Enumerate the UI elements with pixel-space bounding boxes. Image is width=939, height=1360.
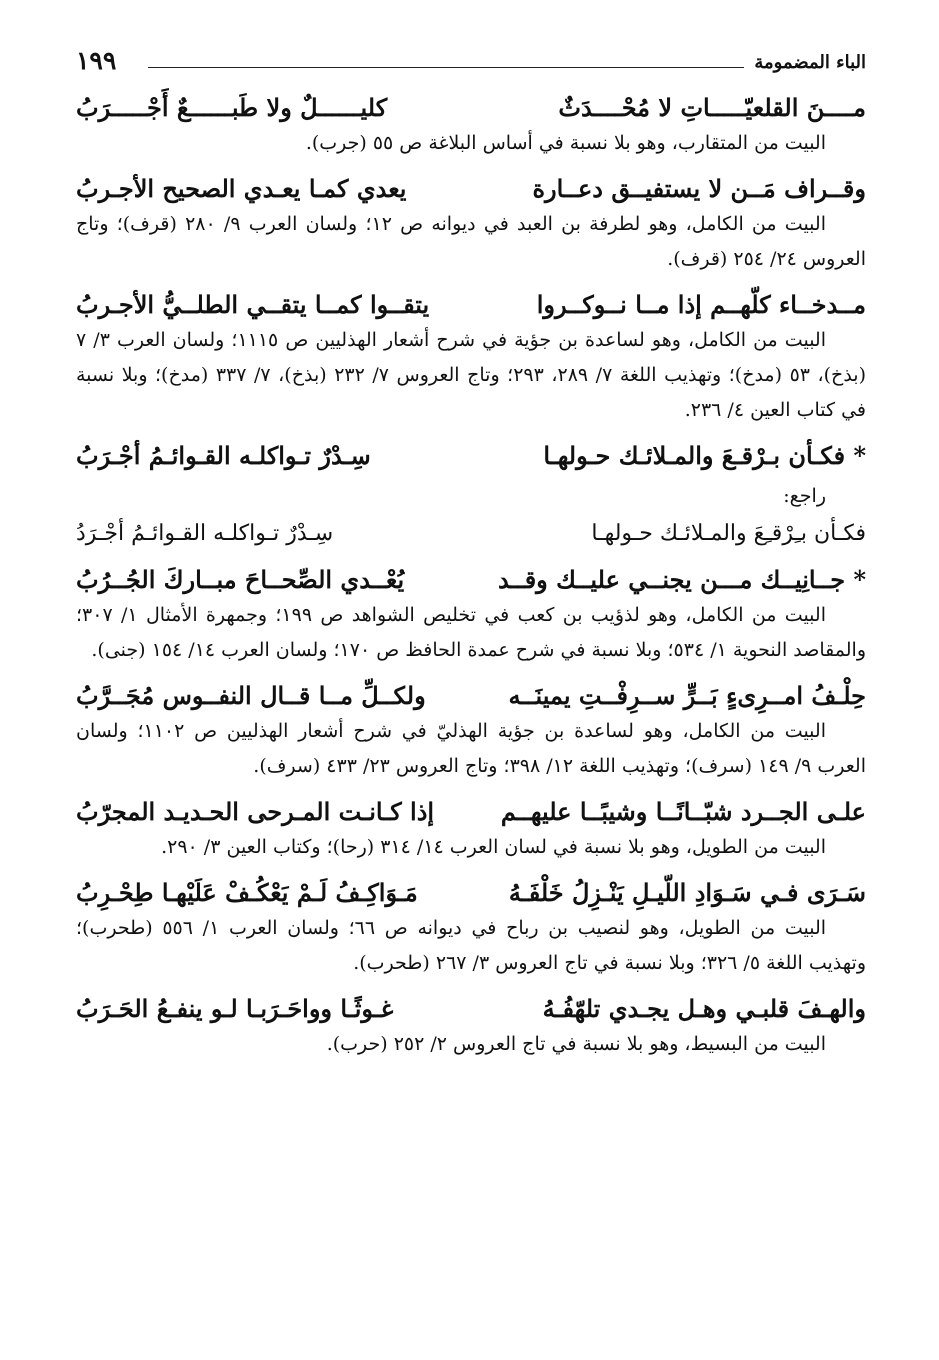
page-number: ١٩٩ [76,46,117,75]
first-hemistich: فكـأن بـِرْقـِعَ والمـلائـك حـولهـا [591,521,866,546]
verse [76,287,866,323]
second-hemistich: إذا كـانـت المـرحى الحـديـد المجرّبُ [76,797,435,826]
entry-5 [76,562,866,668]
second-hemistich: يُعْــدي الصِّحــاحَ مبــاركَ الجُــرُبُ [76,565,405,594]
verse [76,90,866,126]
first-hemistich: حِلْـفُ امــرِىءٍ بَــرٍّ ســرِفْــتِ يمينَــه [508,681,866,710]
verse-note: البيت من الكامل، وهو لذؤيب بن كعب في تخليص الشواهد ص ١٩٩؛ وجمهرة الأمثال ١/ ٣٠٧؛ والمقاصد النحوية ١/ ٥٣٤؛ وبلا نسبة في شرح عمدة الحافظ ص ١٧٠؛ ولسان العرب ١٤/ ١٥٤ (جنى). [76,604,866,661]
entry-8 [76,875,866,981]
second-hemistich: يتقــوا كمــا يتقــي الطلــيُّ الأجـربُ [76,290,430,319]
entry-3 [76,287,866,428]
entry-6 [76,678,866,784]
verse [76,171,866,207]
verse-note: البيت من المتقارب، وهو بلا نسبة في أساس البلاغة ص ٥٥ (جرب). [305,132,826,154]
header-rule [148,67,744,68]
verse [76,562,866,598]
first-hemistich: سَـرَى فـي سَـوَادِ اللّيـلِ يَنْـزِلُ خَلْفَـهُ [508,878,866,907]
verse-note: البيت من البسيط، وهو بلا نسبة في تاج العروس ٢/ ٢٥٢ (حرب). [326,1033,826,1055]
refer-label: راجع: [783,485,826,507]
entry-2 [76,171,866,277]
verse [76,794,866,830]
first-hemistich: علـى الجــرد شبّــانًــا وشيبًــا عليهــم [500,797,866,826]
second-hemistich: ولكــلِّ مــا قــال النفــوس مُجَــرَّبُ [76,681,426,710]
verse [76,678,866,714]
entry-1 [76,90,866,161]
first-hemistich: * جــانِيــك مـــن يجنــي عليــك وقــد [498,565,866,594]
first-hemistich: والهـفَ قلبـي وهـل يجـدي تلهّفُـهُ [542,994,866,1023]
second-hemistich: مَـوَاكِـفُ لَـمْ يَعْكُـفْ عَلَيْهـا طِحْـرِبُ [76,878,418,907]
second-hemistich: كليــــــلٌ ولا طَبــــــعٌ أَجْـــــرَبُ [76,93,388,122]
first-hemistich: مــــنَ القلعيّـــــاتِ لا مُحْــــدَثٌ [558,93,866,122]
verse-note: البيت من الطويل، وهو لنصيب بن رباح في ديوانه ص ٦٦؛ ولسان العرب ١/ ٥٥٦ (طحرب)؛ وتهذيب اللغة ٥/ ٣٢٦؛ وبلا نسبة في تاج العروس ٣/ ٢٦٧ (طحرب). [76,917,866,974]
entry-4 [76,438,866,552]
second-hemistich: غـوثًـا وواحَـرَبـا لـو ينفـعُ الحَـرَبُ [76,994,394,1023]
first-hemistich: مــدخــاء كلّهــم إذا مــا نــوكــروا [536,290,866,319]
verse [76,875,866,911]
verse-note: البيت من الطويل، وهو بلا نسبة في لسان العرب ١٤/ ٣١٤ (رحا)؛ وكتاب العين ٣/ ٢٩٠. [161,836,826,858]
first-hemistich: * فكـأن بـرْقـعَ والمـلائـك حـولهـا [543,441,866,470]
page-header [76,44,866,80]
verse-note: البيت من الكامل، وهو لساعدة بن جؤية في شرح أشعار الهذليين ص ١١١٥؛ ولسان العرب ٣/ ٧ (بذخ)، ٥٣ (مدخ)؛ وتهذيب اللغة ٧/ ٢٨٩، ٢٩٣؛ وتاج العروس ٧/ ٢٣٢ (بذخ)، ٧/ ٣٣٧ (مدخ)؛ وبلا نسبة في كتاب العين ٤/ ٢٣٦. [76,329,866,421]
entry-7 [76,794,866,865]
first-hemistich: وقــراف مَــن لا يستفيــق دعــارة [532,174,866,203]
entry-9 [76,991,866,1062]
second-hemistich: يعدي كمـا يعـدي الصحيح الأجـربُ [76,174,407,203]
second-hemistich: سِـدْرٌ تـواكلـه القـوائـمُ أجْـرَبُ [76,441,371,470]
running-title: الباء المضمومة [754,52,866,73]
verse-note: البيت من الكامل، وهو لساعدة بن جؤية الهذليّ في شرح أشعار الهذليين ص ١١٠٢؛ ولسان العرب ٩/ ١٤٩ (سرف)؛ وتهذيب اللغة ١٢/ ٣٩٨؛ وتاج العروس ٢٣/ ٤٣٣ (سرف). [76,720,866,777]
verse-note: البيت من الكامل، وهو لطرفة بن العبد في ديوانه ص ١٢؛ ولسان العرب ٩/ ٢٨٠ (قرف)؛ وتاج العروس ٢٤/ ٢٥٤ (قرف). [76,213,866,270]
book-page [76,44,866,1062]
refer-verse [76,516,866,552]
second-hemistich: سِـدْرٌ تـواكلـه القـوائـمُ أجْـرَدُ [76,521,334,546]
verse [76,438,866,474]
verse [76,991,866,1027]
